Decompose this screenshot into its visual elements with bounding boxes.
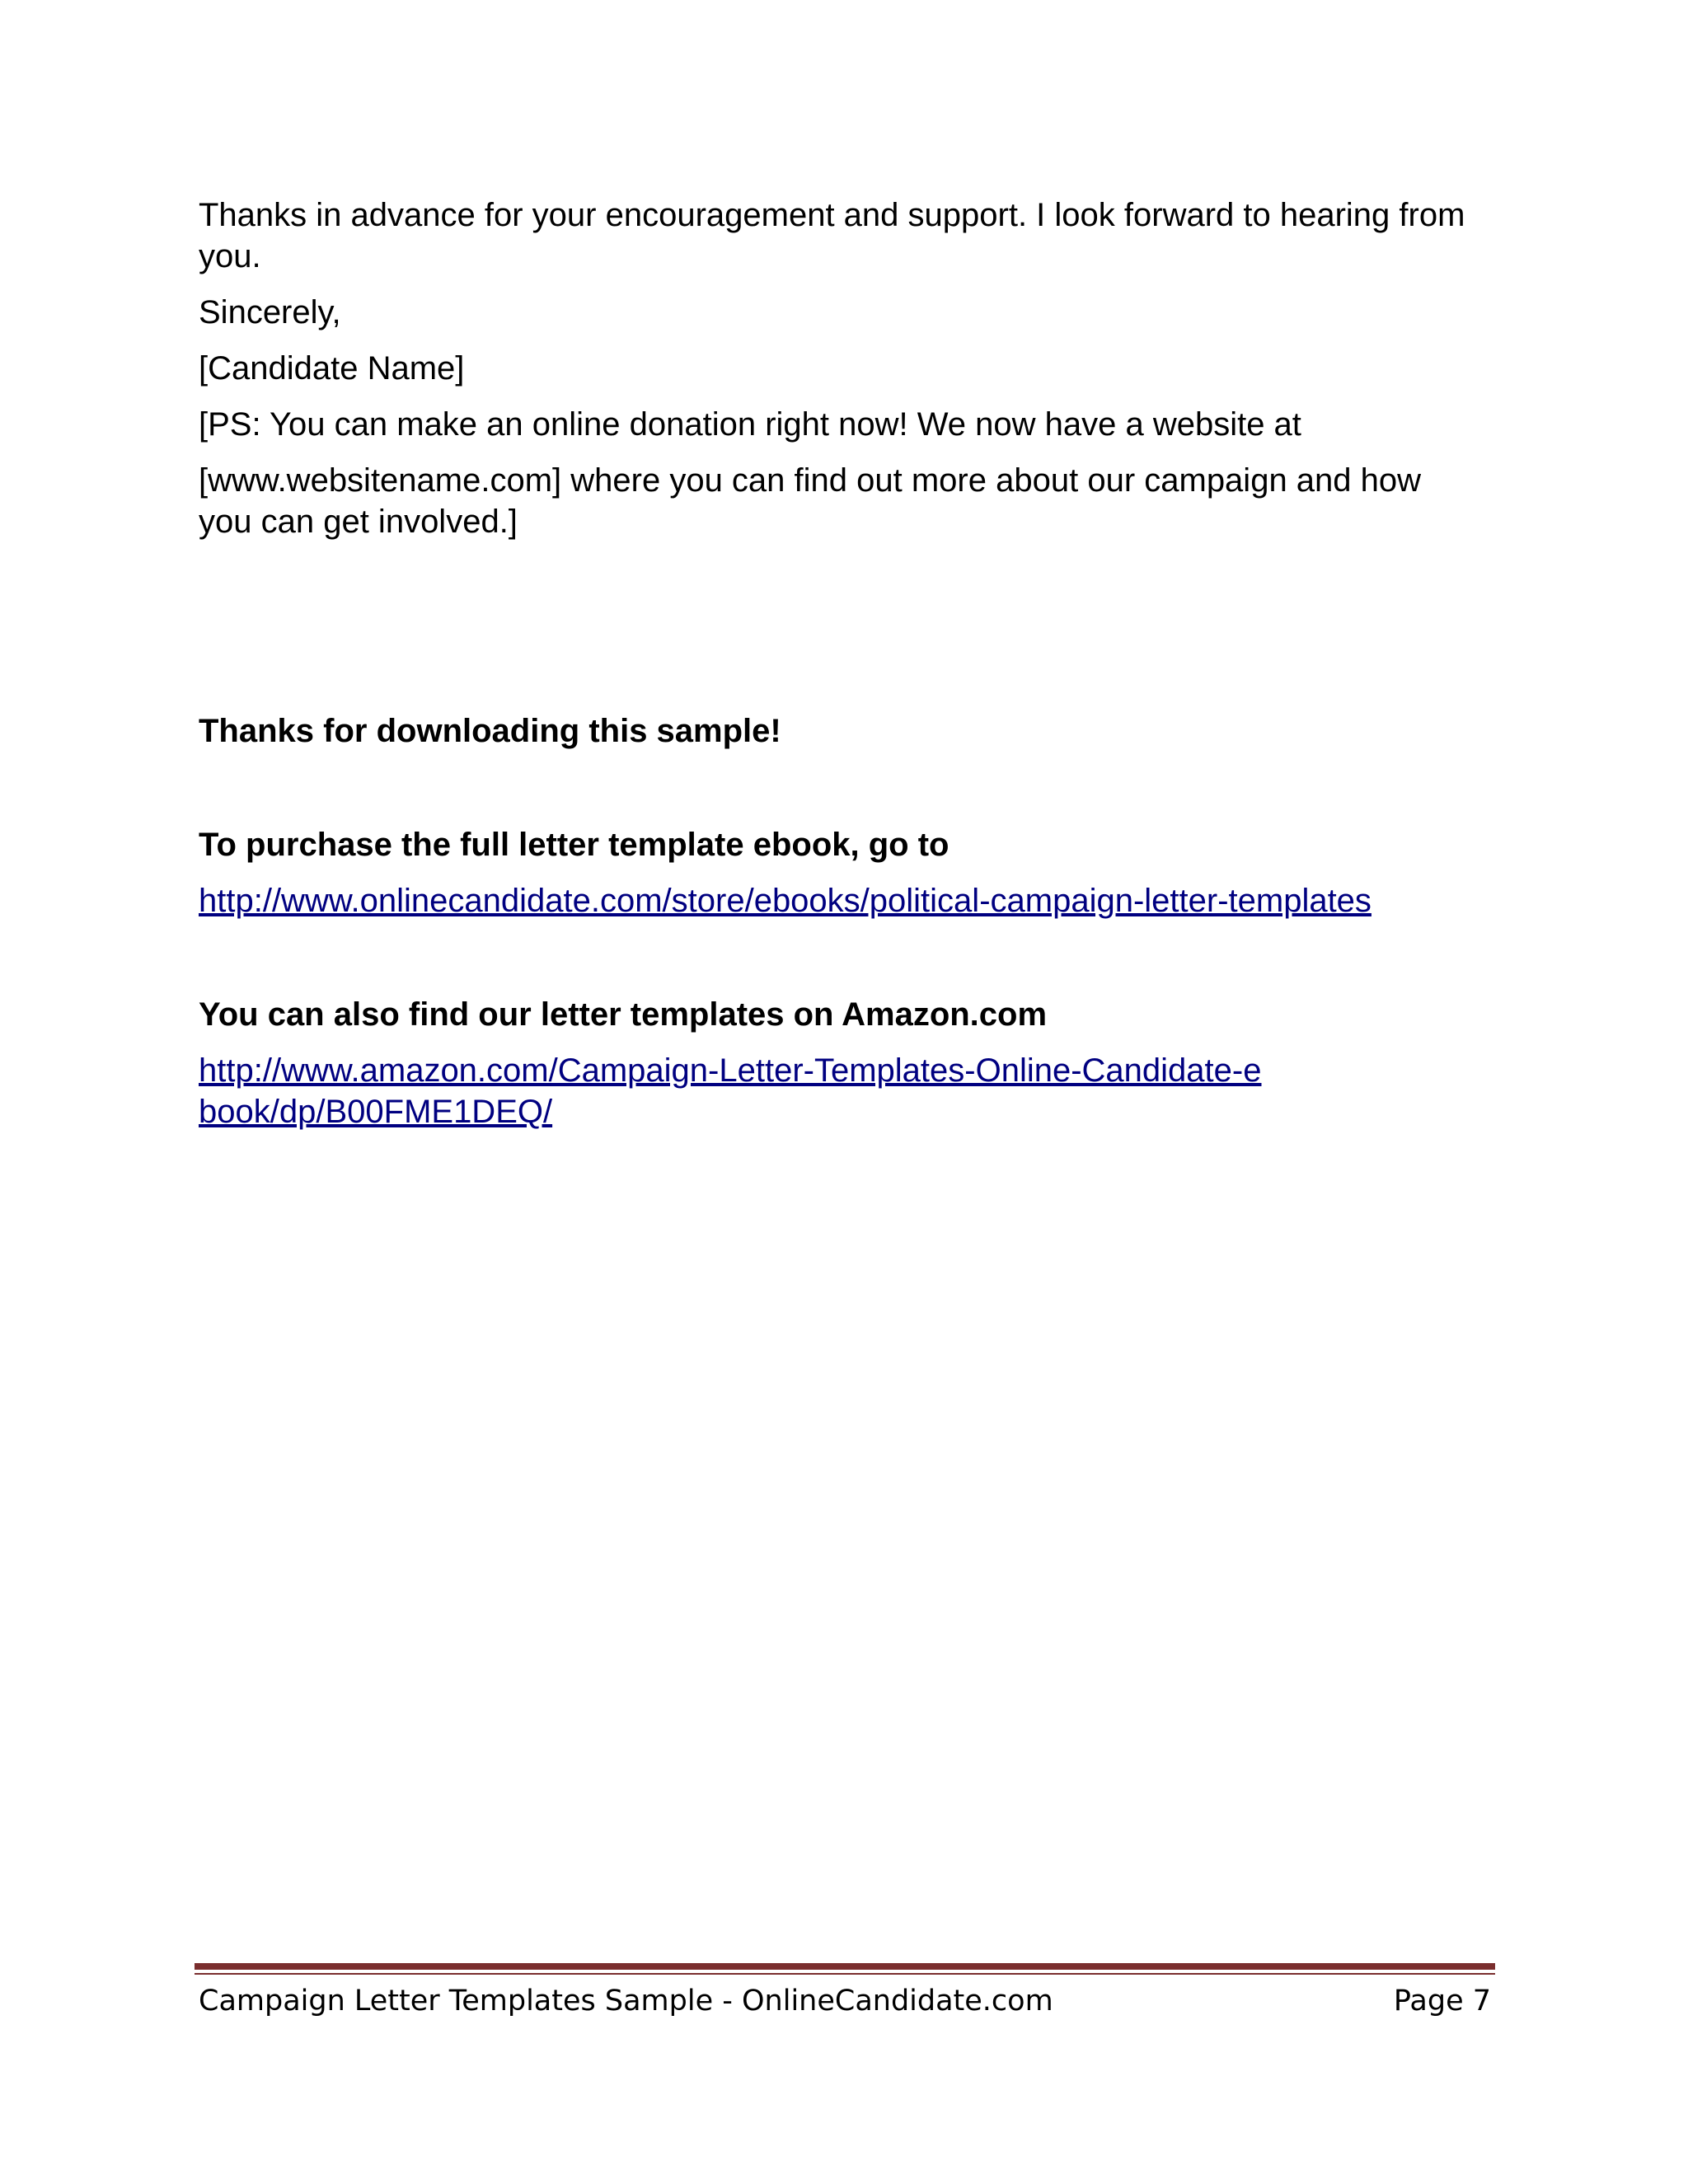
ps-line-1: [PS: You can make an online donation right now! We now have a website at bbox=[199, 406, 1301, 443]
page-number: Page 7 bbox=[1393, 1985, 1491, 2018]
closing-paragraph: Thanks in advance for your encouragement and support. I look forward to hearing from you. bbox=[199, 197, 1465, 274]
page-footer bbox=[195, 1963, 1495, 2021]
salutation: Sincerely, bbox=[199, 294, 341, 330]
candidate-name: [Candidate Name] bbox=[199, 350, 465, 387]
page-body bbox=[199, 194, 1501, 1132]
purchase-heading: To purchase the full letter template ebook, go to bbox=[199, 827, 950, 863]
amazon-heading: You can also find our letter templates on Amazon.com bbox=[199, 996, 1048, 1033]
spacer bbox=[199, 557, 1501, 710]
footer-divider bbox=[195, 1963, 1495, 1970]
ps-line-2: [www.websitename.com] where you can find out more about our campaign and how you can get involved.] bbox=[199, 462, 1422, 540]
footer-row bbox=[195, 1981, 1495, 2021]
thanks-heading: Thanks for downloading this sample! bbox=[199, 713, 781, 749]
footer-title: Campaign Letter Templates Sample - OnlineCandidate.com bbox=[199, 1985, 1053, 2018]
amazon-link[interactable]: http://www.amazon.com/Campaign-Letter-Templates-Online-Candidate-ebook/dp/B00FME1DEQ/ bbox=[199, 1052, 1262, 1130]
footer-divider-thin bbox=[195, 1973, 1495, 1975]
purchase-link[interactable]: http://www.onlinecandidate.com/store/ebooks/political-campaign-letter-templates bbox=[199, 883, 1372, 919]
spacer bbox=[199, 752, 1501, 824]
spacer bbox=[199, 921, 1501, 994]
